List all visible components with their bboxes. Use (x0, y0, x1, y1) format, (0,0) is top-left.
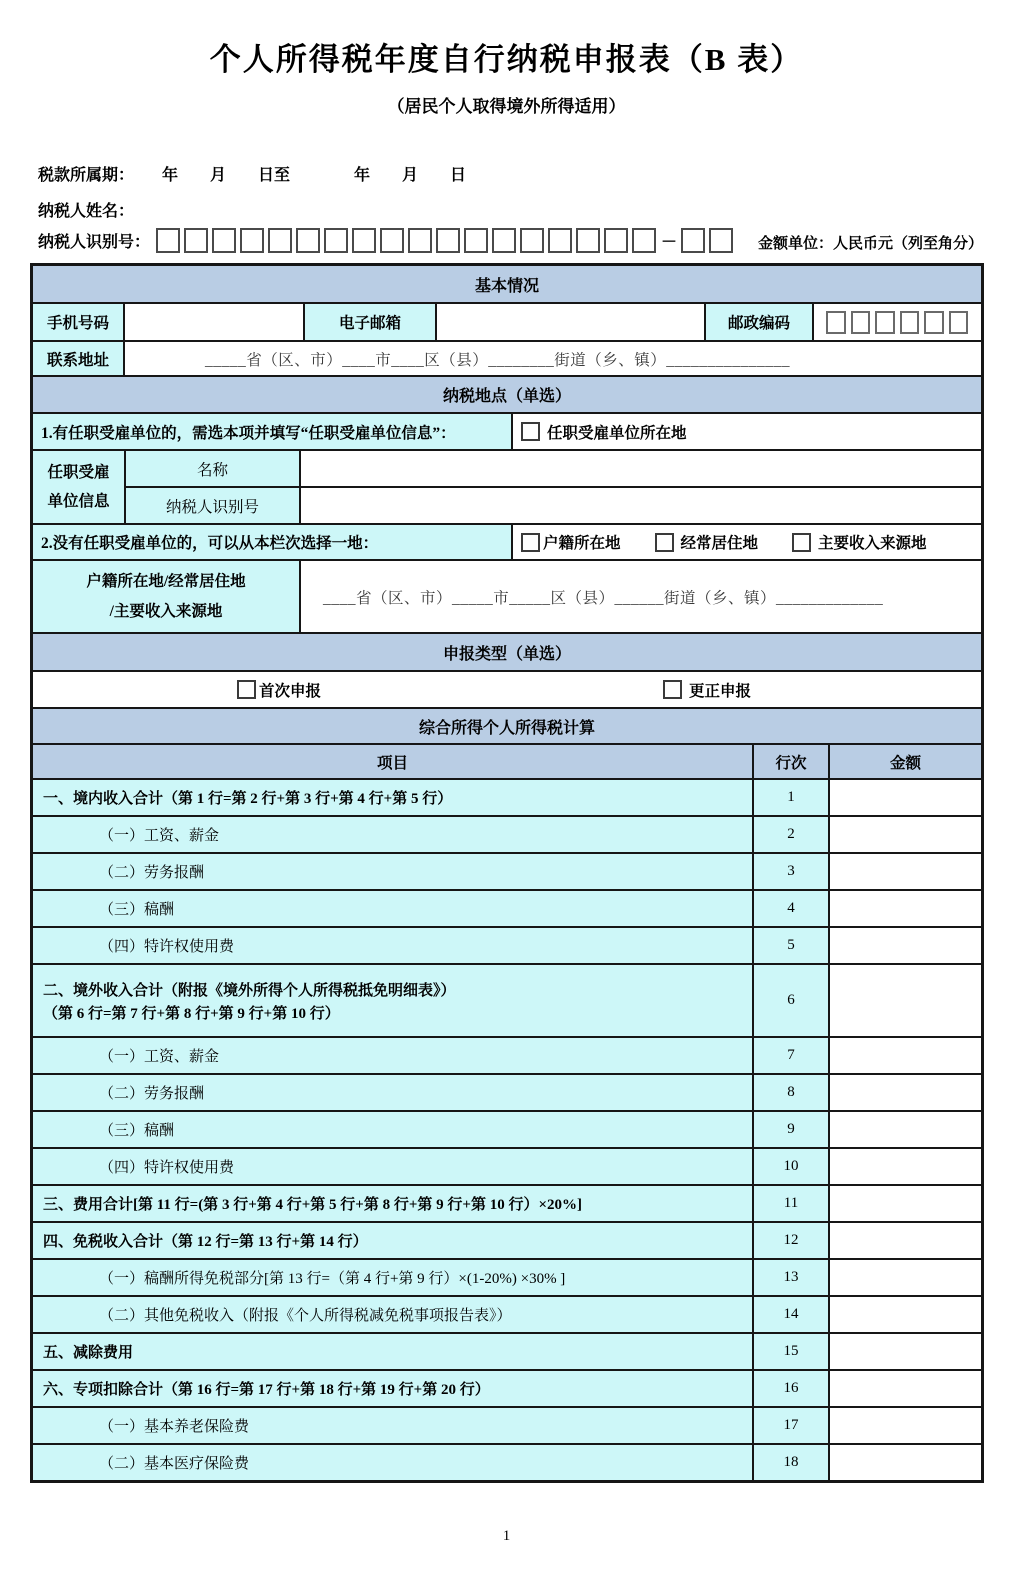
fill-box[interactable] (464, 228, 488, 253)
amount-input-cell[interactable] (830, 1408, 981, 1443)
computation-row-line-16 (33, 1369, 981, 1406)
item-cell: （一）工资、薪金 (33, 1038, 754, 1073)
item-cell: （四）特许权使用费 (33, 928, 754, 963)
item-cell: （一）稿酬所得免税部分[第 13 行=（第 4 行+第 9 行）×(1-20%) ×30% ] (33, 1260, 754, 1295)
amount-input-cell[interactable] (830, 1445, 981, 1480)
form-title: 个人所得税年度自行纳税申报表（B 表） (209, 42, 804, 77)
fill-box[interactable] (184, 228, 208, 253)
item-cell: （二）基本医疗保险费 (33, 1445, 754, 1480)
fill-box[interactable] (212, 228, 236, 253)
email-input-cell[interactable] (437, 304, 706, 340)
checkbox-icon[interactable] (521, 422, 540, 441)
computation-row-line-17 (33, 1406, 981, 1443)
taxpayer-id-boxes-suffix[interactable] (681, 228, 737, 253)
line-number-cell: 12 (754, 1223, 830, 1258)
tax-form-table (30, 263, 984, 1483)
checkbox-icon[interactable] (792, 533, 811, 552)
computation-row-line-2 (33, 815, 981, 852)
phone-input-cell[interactable] (125, 304, 305, 340)
amount-input-cell[interactable] (830, 1038, 981, 1073)
line-number-cell: 5 (754, 928, 830, 963)
item-cell: （二）其他免税收入（附报《个人所得税减免税事项报告表》） (33, 1297, 754, 1332)
computation-row-line-9 (33, 1110, 981, 1147)
item-cell: （二）劳务报酬 (33, 1075, 754, 1110)
computation-column-header-row (33, 743, 981, 778)
line-number-cell: 3 (754, 854, 830, 889)
amount-input-cell[interactable] (830, 928, 981, 963)
fill-box[interactable] (240, 228, 264, 253)
tax-period-blanks: 年 月 日至 年 月 日 (162, 167, 467, 184)
fill-box[interactable] (851, 311, 871, 334)
line-number-cell: 14 (754, 1297, 830, 1332)
line-number-cell: 8 (754, 1075, 830, 1110)
employer-id-row (126, 486, 981, 523)
computation-rows (33, 778, 981, 1480)
amount-input-cell[interactable] (830, 1075, 981, 1110)
employer-info-block (33, 449, 981, 523)
employer-location-checkbox-option[interactable] (521, 421, 687, 443)
amount-input-cell[interactable] (830, 1223, 981, 1258)
fill-box[interactable] (949, 311, 969, 334)
taxpayer-id-boxes-main[interactable] (156, 228, 660, 253)
line-number-cell: 6 (754, 965, 830, 1036)
first-declaration-checkbox-option[interactable]: 首次申报 (237, 672, 321, 707)
line-number-cell: 1 (754, 780, 830, 815)
amount-input-cell[interactable] (830, 891, 981, 926)
checkbox-icon[interactable] (655, 533, 674, 552)
registered-address-row (33, 559, 981, 632)
amount-input-cell[interactable] (830, 780, 981, 815)
employed-rule-row (33, 412, 981, 449)
fill-box[interactable] (924, 311, 944, 334)
employer-info-fields (126, 451, 981, 523)
amount-input-cell[interactable] (830, 1371, 981, 1406)
amount-input-cell[interactable] (830, 1186, 981, 1221)
amount-input-cell[interactable] (830, 1149, 981, 1184)
amount-input-cell[interactable] (830, 817, 981, 852)
fill-box[interactable] (604, 228, 628, 253)
checkbox-icon[interactable] (663, 680, 682, 699)
registered-address-label: 户籍所在地/经常居住地 /主要收入来源地 (33, 561, 301, 632)
employer-name-input[interactable] (301, 451, 981, 486)
form-subtitle: （居民个人取得境外所得适用） (387, 97, 626, 116)
page-number: 1 (502, 1528, 511, 1544)
declaration-type-row (33, 670, 981, 707)
unemployed-rule-text: 2.没有任职受雇单位的，可以从本栏次选择一地： (33, 525, 513, 559)
checkbox-icon[interactable] (521, 533, 540, 552)
postal-code-label: 邮政编码 (706, 304, 814, 340)
computation-row-line-14 (33, 1295, 981, 1332)
computation-row-line-5 (33, 926, 981, 963)
household-location-checkbox-option[interactable]: 户籍所在地 (521, 531, 621, 553)
fill-box[interactable] (296, 228, 320, 253)
contact-address-input[interactable]: _____省（区、市）____市____区（县）________街道（乡、镇）_______________ (125, 342, 981, 375)
item-cell: 六、专项扣除合计（第 16 行=第 17 行+第 18 行+第 19 行+第 20 行） (33, 1371, 754, 1406)
section-header-tax-location: 纳税地点（单选） (33, 375, 981, 412)
computation-row-line-6 (33, 963, 981, 1036)
taxpayer-name-line (38, 198, 134, 221)
column-header-line: 行次 (754, 745, 830, 778)
line-number-cell: 13 (754, 1260, 830, 1295)
postal-code-boxes[interactable] (814, 304, 981, 340)
fill-box[interactable] (875, 311, 895, 334)
line-number-cell: 16 (754, 1371, 830, 1406)
item-cell: 三、费用合计[第 11 行=(第 3 行+第 4 行+第 5 行+第 8 行+第 9 行+第 10 行）×20%] (33, 1186, 754, 1221)
computation-row-line-1 (33, 778, 981, 815)
computation-row-line-15 (33, 1332, 981, 1369)
employed-rule-text: 1.有任职受雇单位的，需选本项并填写“任职受雇单位信息”： (33, 414, 513, 449)
email-label: 电子邮箱 (305, 304, 437, 340)
item-cell: （一）基本养老保险费 (33, 1408, 754, 1443)
line-number-cell: 4 (754, 891, 830, 926)
amount-input-cell[interactable] (830, 965, 981, 1036)
habitual-residence-checkbox-option[interactable]: 经常居住地 (655, 531, 759, 553)
taxpayer-id-label: 纳税人识别号： (38, 234, 151, 251)
item-cell: （一）工资、薪金 (33, 817, 754, 852)
fill-box[interactable] (324, 228, 348, 253)
item-cell: 四、免税收入合计（第 12 行=第 13 行+第 14 行） (33, 1223, 754, 1258)
fill-box[interactable] (156, 228, 180, 253)
fill-box[interactable] (520, 228, 544, 253)
item-cell: （四）特许权使用费 (33, 1149, 754, 1184)
amount-input-cell[interactable] (830, 1334, 981, 1369)
computation-row-line-13 (33, 1258, 981, 1295)
tax-period-label: 税款所属期： (38, 167, 135, 184)
taxpayer-name-label: 纳税人姓名： (38, 203, 135, 220)
item-cell: 五、减除费用 (33, 1334, 754, 1369)
computation-row-line-8 (33, 1073, 981, 1110)
amount-input-cell[interactable] (830, 1112, 981, 1147)
fill-box[interactable] (900, 311, 920, 334)
employer-id-input[interactable] (301, 488, 981, 523)
line-number-cell: 7 (754, 1038, 830, 1073)
amount-input-cell[interactable] (830, 1297, 981, 1332)
fill-box[interactable] (826, 311, 846, 334)
line-number-cell: 10 (754, 1149, 830, 1184)
section-header-computation: 综合所得个人所得税计算 (33, 707, 981, 743)
column-header-amount: 金额 (830, 745, 981, 778)
item-cell: （三）稿酬 (33, 1112, 754, 1147)
fill-box[interactable] (436, 228, 460, 253)
fill-box[interactable] (632, 228, 656, 253)
employer-info-label: 任职受雇 单位信息 (33, 451, 126, 523)
amount-unit-label: 金额单位：人民币元（列至角分） (757, 236, 983, 252)
section-header-basic-info: 基本情况 (33, 266, 981, 302)
fill-box[interactable] (709, 228, 733, 253)
section-header-declaration-type: 申报类型（单选） (33, 632, 981, 670)
taxpayer-id-line (38, 228, 737, 253)
fill-box[interactable] (548, 228, 572, 253)
fill-box[interactable] (352, 228, 376, 253)
contact-row (33, 302, 981, 340)
computation-row-line-18 (33, 1443, 981, 1480)
computation-row-line-4 (33, 889, 981, 926)
item-cell: 一、境内收入合计（第 1 行=第 2 行+第 3 行+第 4 行+第 5 行） (33, 780, 754, 815)
line-number-cell: 2 (754, 817, 830, 852)
fill-box[interactable] (268, 228, 292, 253)
computation-row-line-7 (33, 1036, 981, 1073)
computation-row-line-3 (33, 852, 981, 889)
item-cell: （三）稿酬 (33, 891, 754, 926)
fill-box[interactable] (576, 228, 600, 253)
amount-input-cell[interactable] (830, 854, 981, 889)
computation-row-line-11 (33, 1184, 981, 1221)
employer-location-option (513, 414, 981, 449)
employer-name-label: 名称 (126, 451, 301, 486)
fill-box[interactable] (492, 228, 516, 253)
fill-box[interactable] (380, 228, 404, 253)
registered-address-input[interactable]: ____省（区、市）_____市_____区（县）______街道（乡、镇）_____________ (301, 561, 981, 632)
taxpayer-id-separator: － (661, 234, 678, 251)
line-number-cell: 9 (754, 1112, 830, 1147)
column-header-item: 项目 (33, 745, 754, 778)
unemployed-rule-row (33, 523, 981, 559)
computation-row-line-12 (33, 1221, 981, 1258)
checkbox-icon[interactable] (237, 680, 256, 699)
employer-id-label: 纳税人识别号 (126, 488, 301, 523)
tax-period-line (38, 162, 466, 185)
main-income-source-checkbox-option[interactable]: 主要收入来源地 (792, 531, 927, 553)
fill-box[interactable] (681, 228, 705, 253)
item-cell: （二）劳务报酬 (33, 854, 754, 889)
location-options-cell (513, 525, 981, 559)
amount-input-cell[interactable] (830, 1260, 981, 1295)
line-number-cell: 11 (754, 1186, 830, 1221)
computation-row-line-10 (33, 1147, 981, 1184)
employer-location-option-label: 任职受雇单位所在地 (547, 424, 687, 442)
line-number-cell: 17 (754, 1408, 830, 1443)
employer-name-row (126, 451, 981, 486)
address-row (33, 340, 981, 375)
fill-box[interactable] (408, 228, 432, 253)
line-number-cell: 15 (754, 1334, 830, 1369)
corrected-declaration-checkbox-option[interactable]: 更正申报 (663, 672, 751, 707)
phone-label: 手机号码 (33, 304, 125, 340)
item-cell: 二、境外收入合计（附报《境外所得个人所得税抵免明细表》） （第 6 行=第 7 行+第 8 行+第 9 行+第 10 行） (33, 965, 754, 1036)
line-number-cell: 18 (754, 1445, 830, 1480)
contact-address-label: 联系地址 (33, 342, 125, 375)
